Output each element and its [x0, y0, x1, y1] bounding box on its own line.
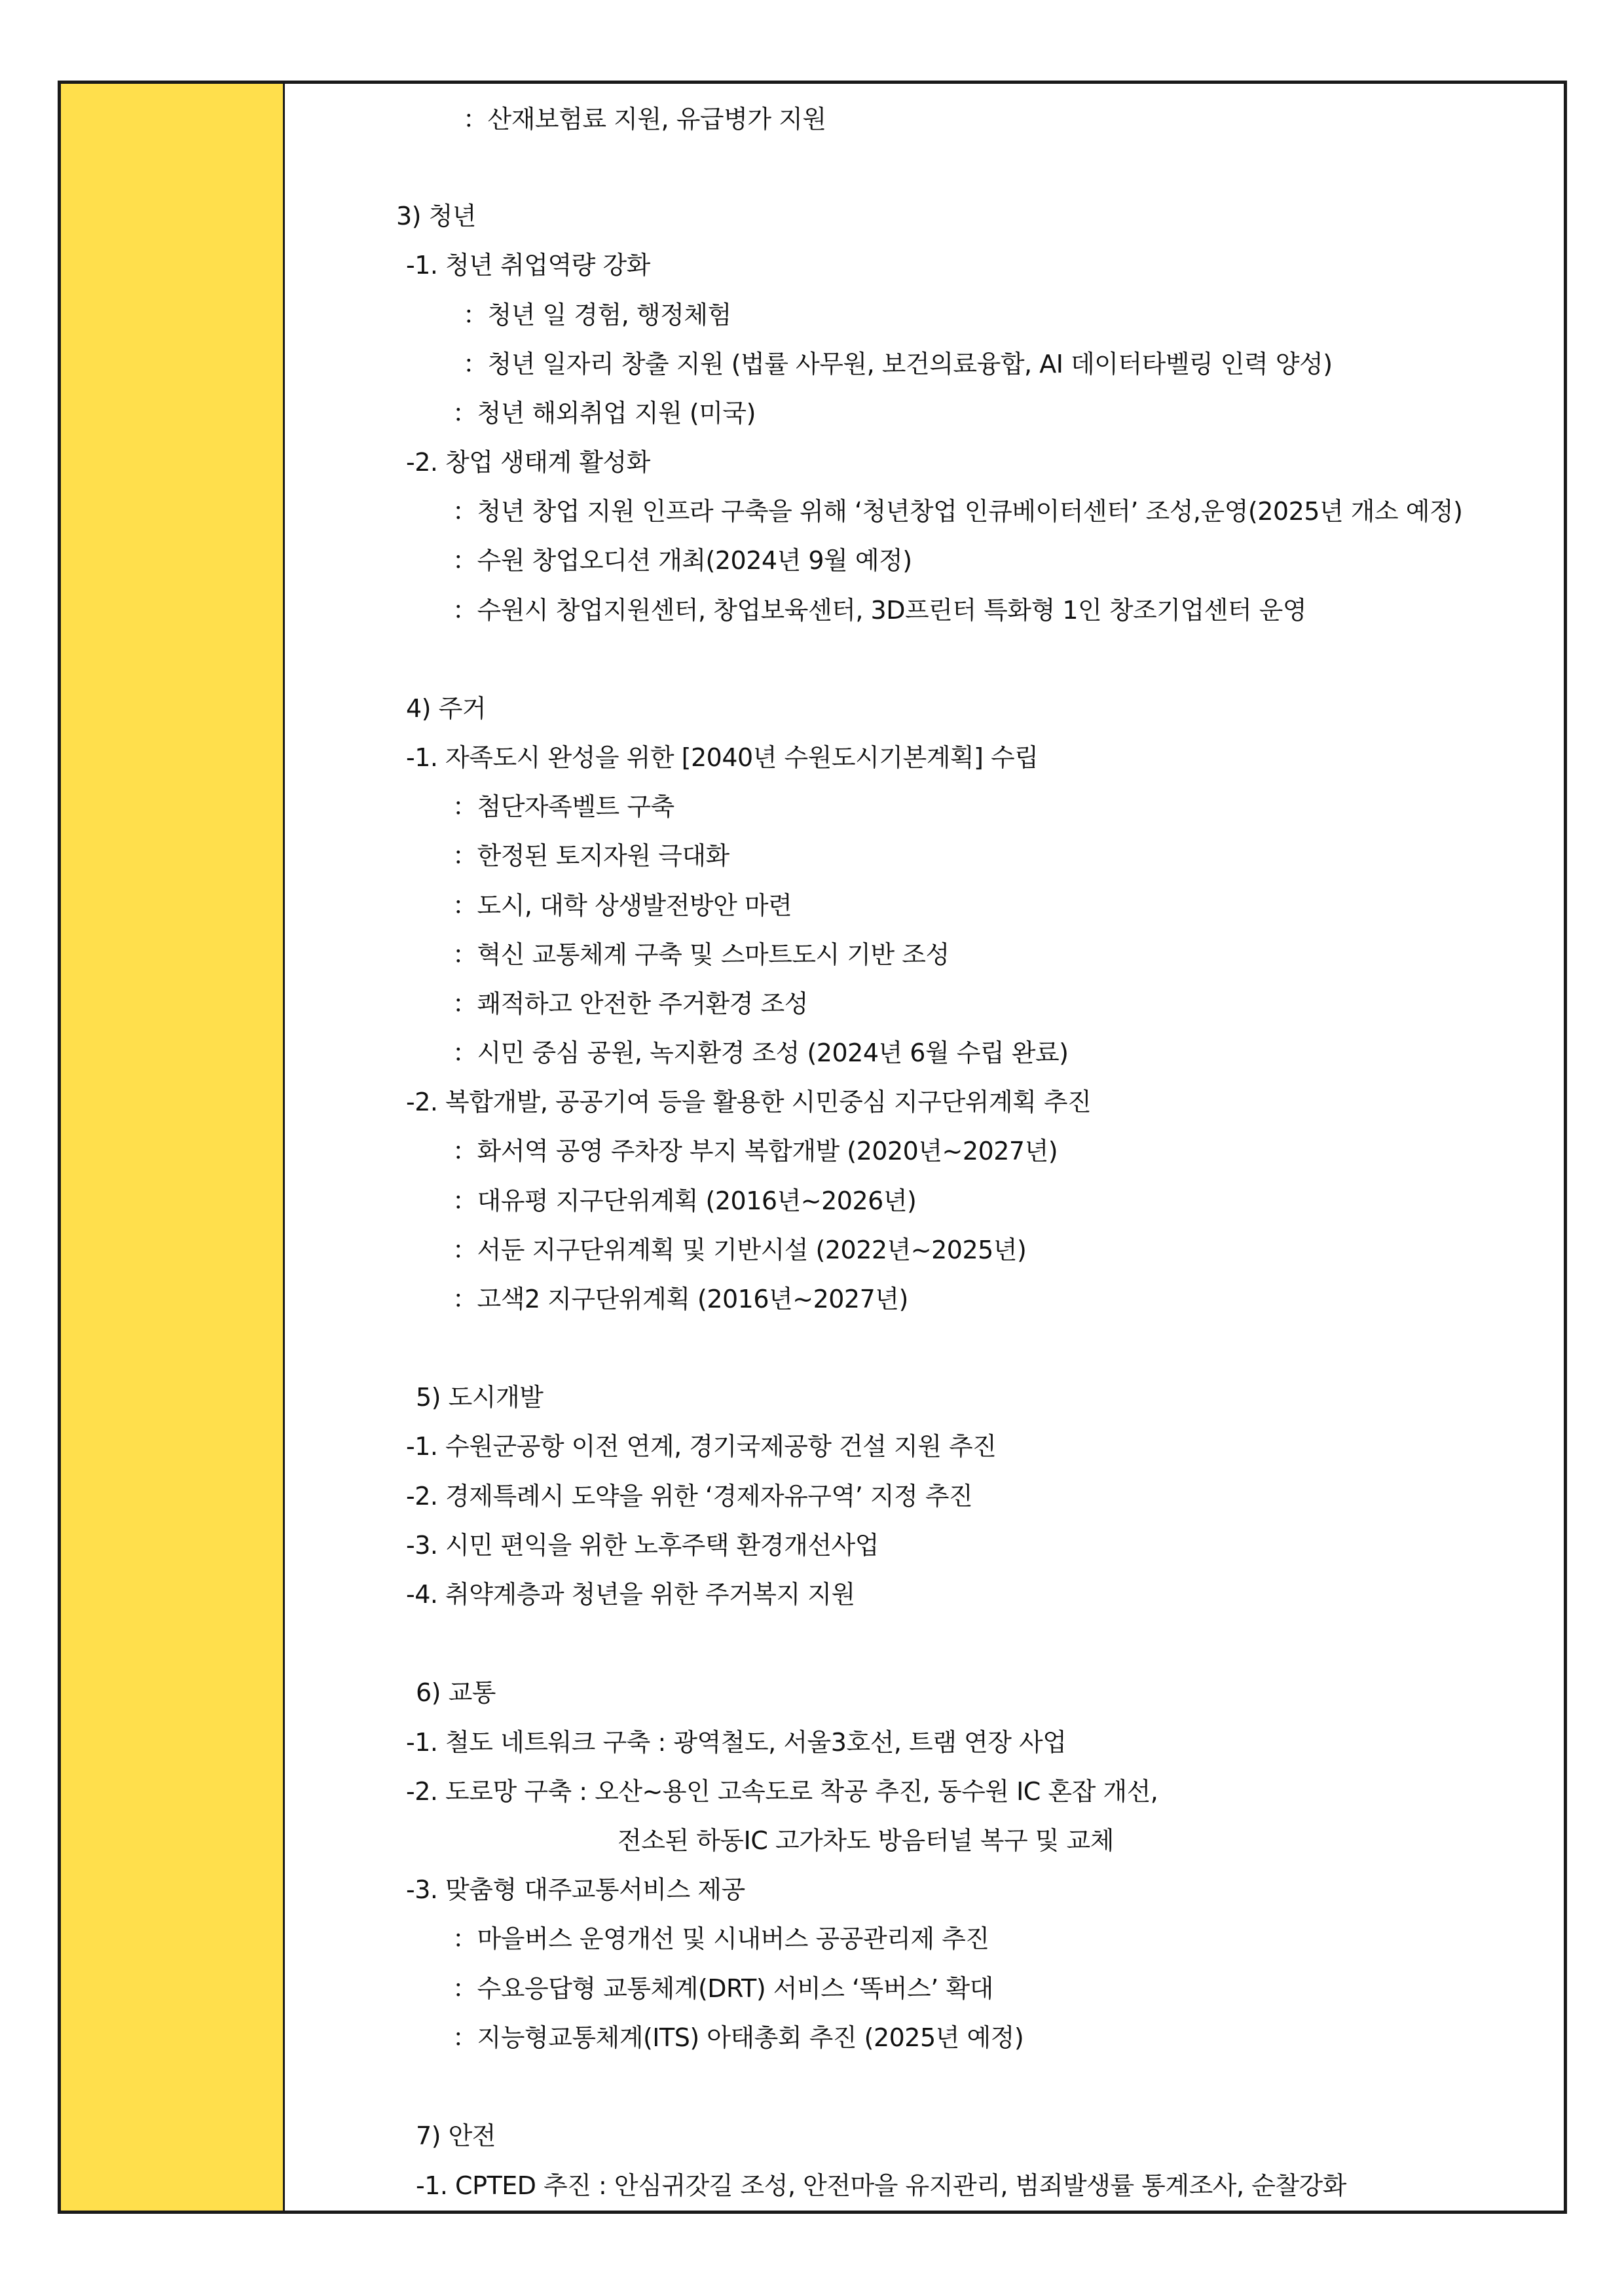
text-line: ：산재보험료 지원, 유급병가 지원 — [463, 105, 826, 134]
text-line: ：쾌적하고 안전한 주거환경 조성 — [452, 989, 808, 1018]
text-line: ：수요응답형 교통체계(DRT) 서비스 ‘똑버스’ 확대 — [452, 1974, 993, 2003]
section-heading-transport: 6) 교통 — [416, 1678, 496, 1707]
text-line: -2. 경제특례시 도약을 위한 ‘경제자유구역’ 지정 추진 — [406, 1482, 973, 1511]
text-line: -2. 복합개발, 공공기여 등을 활용한 시민중심 지구단위계획 추진 — [406, 1088, 1092, 1116]
yellow-label-column — [61, 84, 285, 2211]
text-line: ：대유평 지구단위계획 (2016년~2026년) — [452, 1186, 917, 1215]
text-line: ：청년 창업 지원 인프라 구축을 위해 ‘청년창업 인큐베이터센터’ 조성,운영(2025년 개소 예정) — [452, 497, 1463, 526]
text-line: ：수원 창업오디션 개최(2024년 9월 예정) — [452, 546, 912, 575]
text-line: ：청년 일자리 창출 지원 (법률 사무원, 보건의료융합, AI 데이터타벨링 인력 양성) — [463, 350, 1333, 378]
text-line: -3. 맞춤형 대주교통서비스 제공 — [406, 1875, 745, 1904]
text-line: ：도시, 대학 상생발전방안 마련 — [452, 891, 792, 920]
content-column — [285, 84, 1564, 2211]
text-line: -1. 청년 취업역량 강화 — [406, 251, 650, 280]
text-line: ：서둔 지구단위계획 및 기반시설 (2022년~2025년) — [452, 1236, 1027, 1264]
text-line: ：청년 일 경험, 행정체험 — [463, 301, 731, 329]
text-line: ：수원시 창업지원센터, 창업보육센터, 3D프린터 특화형 1인 창조기업센터 운영 — [452, 596, 1307, 625]
text-line: ：한정된 토지자원 극대화 — [452, 841, 729, 870]
text-line: ：고색2 지구단위계획 (2016년~2027년) — [452, 1285, 908, 1313]
text-line: ：지능형교통체계(ITS) 아태총회 추진 (2025년 예정) — [452, 2023, 1024, 2052]
text-line: -3. 시민 편익을 위한 노후주택 환경개선사업 — [406, 1531, 879, 1560]
text-line: ：마을버스 운영개선 및 시내버스 공공관리제 추진 — [452, 1924, 989, 1953]
text-line: -1. CPTED 추진 : 안심귀갓길 조성, 안전마을 유지관리, 범죄발생률 통계조사, 순찰강화 — [416, 2171, 1346, 2200]
section-heading-urban-development: 5) 도시개발 — [416, 1383, 544, 1412]
text-line: 전소된 하동IC 고가차도 방음터널 복구 및 교체 — [618, 1826, 1114, 1855]
section-heading-housing: 4) 주거 — [406, 694, 486, 723]
text-line: -2. 창업 생태계 활성화 — [406, 448, 650, 477]
text-line: ：혁신 교통체계 구축 및 스마트도시 기반 조성 — [452, 940, 950, 969]
text-line: ：시민 중심 공원, 녹지환경 조성 (2024년 6월 수립 완료) — [452, 1038, 1069, 1067]
text-line: -4. 취약계층과 청년을 위한 주거복지 지원 — [406, 1580, 855, 1609]
section-heading-safety: 7) 안전 — [416, 2121, 496, 2150]
text-line: ：화서역 공영 주차장 부지 복합개발 (2020년~2027년) — [452, 1137, 1058, 1166]
text-line: ：청년 해외취업 지원 (미국) — [452, 399, 756, 428]
text-line: -1. 수원군공항 이전 연계, 경기국제공항 건설 지원 추진 — [406, 1432, 997, 1461]
document-table-frame — [58, 81, 1567, 2214]
text-line: -2. 도로망 구축 : 오산~용인 고속도로 착공 추진, 동수원 IC 혼잡 개선, — [406, 1777, 1158, 1806]
text-line: -1. 자족도시 완성을 위한 [2040년 수원도시기본계획] 수립 — [406, 743, 1039, 772]
section-heading-youth: 3) 청년 — [396, 202, 476, 230]
text-line: -1. 철도 네트워크 구축 : 광역철도, 서울3호선, 트램 연장 사업 — [406, 1728, 1067, 1757]
text-line: ：첨단자족벨트 구축 — [452, 792, 674, 821]
